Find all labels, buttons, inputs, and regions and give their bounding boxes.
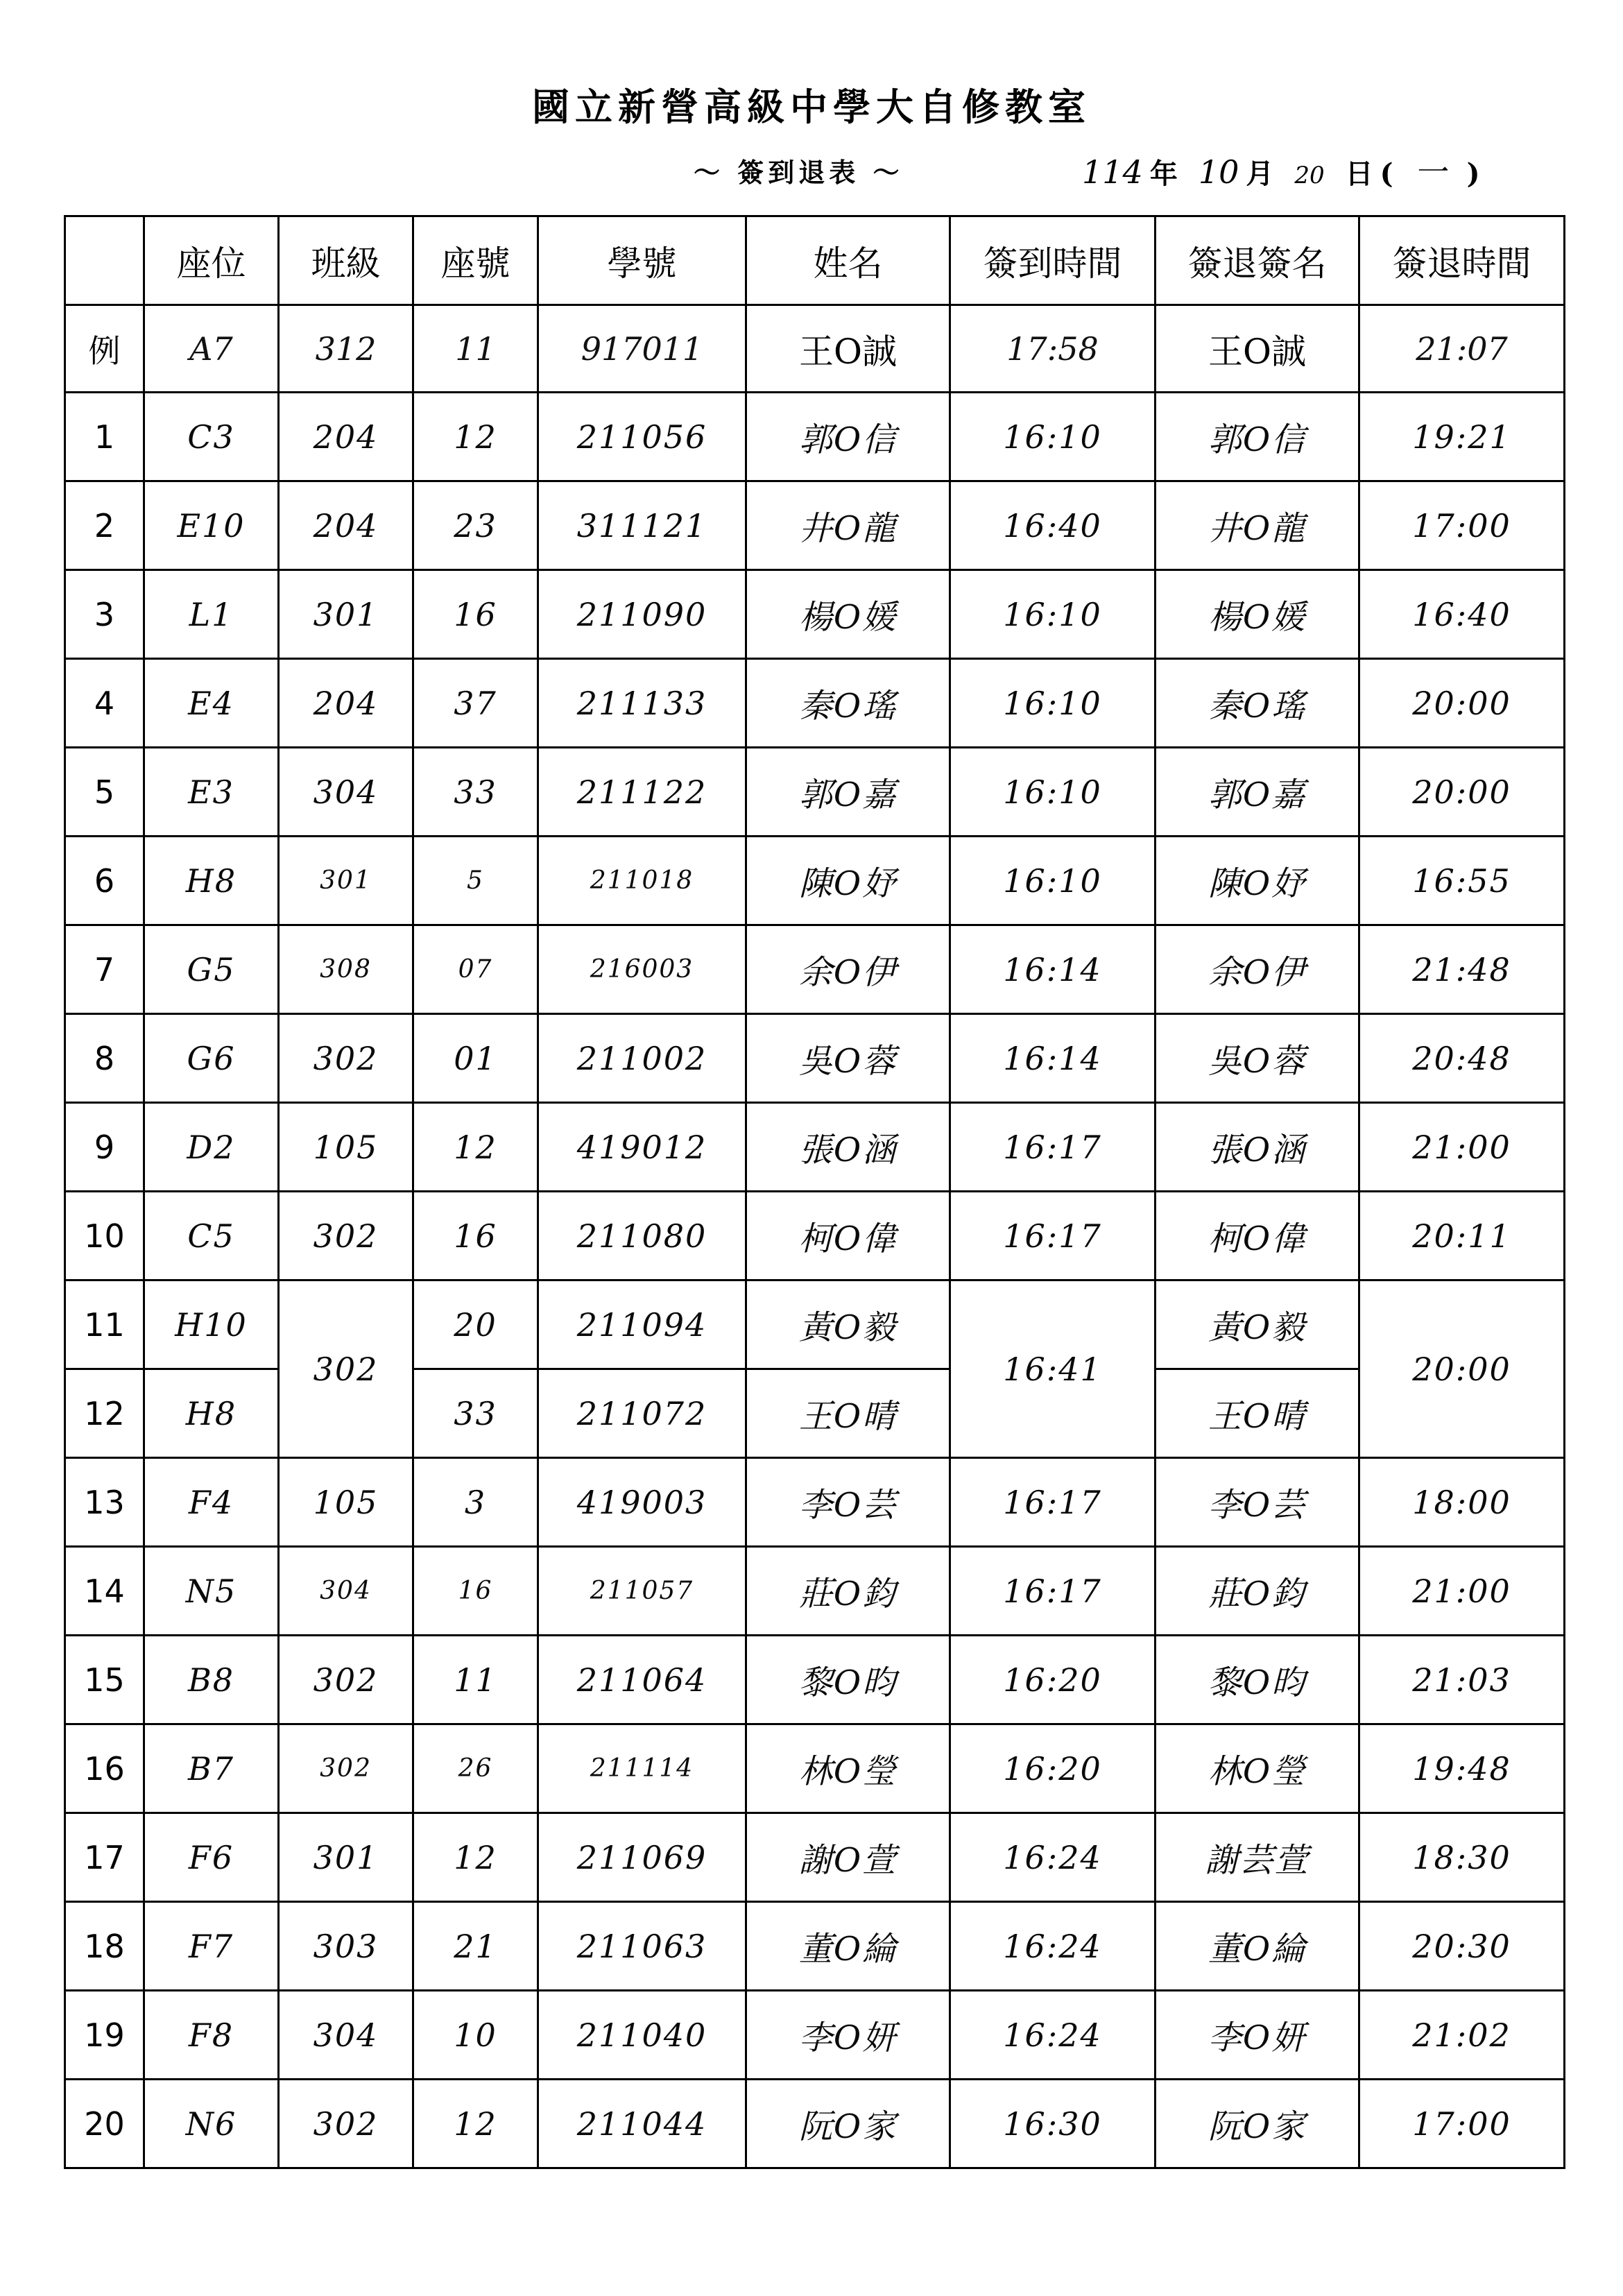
- checkout-signature-cell: 秦O瑤: [1156, 659, 1359, 748]
- class-cell: 302: [279, 1636, 413, 1724]
- example-number: 11: [413, 305, 538, 393]
- row-index: 7: [65, 925, 144, 1014]
- col-checkout-signature-header: 簽退簽名: [1156, 216, 1359, 305]
- seat-cell: B7: [144, 1724, 279, 1813]
- form-title: 國立新營高級中學大自修教室: [532, 85, 1091, 129]
- seat-number-cell: 37: [413, 659, 538, 748]
- checkin-time-cell: 16:30: [950, 2080, 1156, 2168]
- name-cell: 阮O家: [746, 2080, 950, 2168]
- table-row: [65, 1280, 1565, 1369]
- table-row: [65, 1014, 1565, 1103]
- row-index: 19: [65, 1991, 144, 2080]
- example-row: [65, 305, 1565, 393]
- table-row: [65, 748, 1565, 837]
- row-index: 13: [65, 1458, 144, 1547]
- form-date: [1082, 147, 1480, 193]
- weekday-open-paren: (: [1380, 157, 1393, 190]
- class-cell: 301: [279, 837, 413, 925]
- name-cell: 楊O媛: [746, 570, 950, 659]
- seat-cell: D2: [144, 1103, 279, 1192]
- checkout-signature-cell: 柯O偉: [1156, 1192, 1359, 1280]
- seat-number-cell: 01: [413, 1014, 538, 1103]
- date-day-label: 日: [1345, 157, 1373, 190]
- checkout-time-cell: 18:30: [1359, 1813, 1565, 1902]
- checkout-time-cell: 16:55: [1359, 837, 1565, 925]
- table-row: [65, 1192, 1565, 1280]
- student-id-cell: 211069: [538, 1813, 746, 1902]
- student-id-cell: 211064: [538, 1636, 746, 1724]
- example-checkout-time: 21:07: [1359, 305, 1565, 393]
- date-month: 10: [1198, 153, 1239, 191]
- checkout-signature-cell: 王O晴: [1156, 1369, 1359, 1458]
- checkout-signature-cell: 吳O蓉: [1156, 1014, 1359, 1103]
- checkout-time-cell: 21:03: [1359, 1636, 1565, 1724]
- student-id-cell: 211057: [538, 1547, 746, 1636]
- seat-cell: G5: [144, 925, 279, 1014]
- example-checkin-time: 17:58: [950, 305, 1156, 393]
- checkout-signature-cell: 陳O妤: [1156, 837, 1359, 925]
- class-cell: 308: [279, 925, 413, 1014]
- checkin-time-cell: 16:17: [950, 1547, 1156, 1636]
- checkout-signature-cell: 郭O嘉: [1156, 748, 1359, 837]
- checkout-time-cell: 21:00: [1359, 1547, 1565, 1636]
- name-cell: 陳O妤: [746, 837, 950, 925]
- class-cell: 304: [279, 1547, 413, 1636]
- seat-cell: C3: [144, 393, 279, 481]
- row-index: 14: [65, 1547, 144, 1636]
- name-cell: 莊O鈞: [746, 1547, 950, 1636]
- name-cell: 郭O信: [746, 393, 950, 481]
- name-cell: 李O芸: [746, 1458, 950, 1547]
- class-cell: 105: [279, 1458, 413, 1547]
- checkout-signature-cell: 莊O鈞: [1156, 1547, 1359, 1636]
- checkin-time-cell: 16:20: [950, 1636, 1156, 1724]
- checkin-time-cell: 16:10: [950, 393, 1156, 481]
- checkout-signature-cell: 李O芸: [1156, 1458, 1359, 1547]
- date-day: 20: [1294, 162, 1325, 189]
- checkout-time-cell: 20:30: [1359, 1902, 1565, 1991]
- checkin-time-cell: 16:17: [950, 1192, 1156, 1280]
- date-year-label: 年: [1149, 157, 1178, 190]
- checkout-signature-cell: 井O龍: [1156, 481, 1359, 570]
- student-id-cell: 216003: [538, 925, 746, 1014]
- class-cell: 301: [279, 1813, 413, 1902]
- checkout-signature-cell: 余O伊: [1156, 925, 1359, 1014]
- checkin-time-cell: 16:17: [950, 1458, 1156, 1547]
- col-seat-header: 座位: [144, 216, 279, 305]
- table-row: [65, 1103, 1565, 1192]
- checkout-signature-cell: 林O瑩: [1156, 1724, 1359, 1813]
- class-cell: 304: [279, 1991, 413, 2080]
- form-subtitle: ～ 簽到退表 ～: [694, 157, 904, 188]
- checkout-signature-cell: 阮O家: [1156, 2080, 1359, 2168]
- table-row: [65, 1458, 1565, 1547]
- checkin-time-cell: 16:10: [950, 659, 1156, 748]
- table-row: [65, 837, 1565, 925]
- table-row: [65, 1991, 1565, 2080]
- name-cell: 黃O毅: [746, 1280, 950, 1369]
- student-id-cell: 211002: [538, 1014, 746, 1103]
- weekday-close-paren: ): [1466, 157, 1480, 190]
- student-id-cell: 211114: [538, 1724, 746, 1813]
- seat-number-cell: 16: [413, 1192, 538, 1280]
- col-name-header: 姓名: [746, 216, 950, 305]
- class-cell: 302: [279, 1724, 413, 1813]
- name-cell: 秦O瑤: [746, 659, 950, 748]
- seat-number-cell: 07: [413, 925, 538, 1014]
- seat-cell: N6: [144, 2080, 279, 2168]
- row-index: 16: [65, 1724, 144, 1813]
- name-cell: 井O龍: [746, 481, 950, 570]
- seat-number-cell: 12: [413, 1813, 538, 1902]
- name-cell: 王O晴: [746, 1369, 950, 1458]
- class-cell: 105: [279, 1103, 413, 1192]
- checkout-time-cell: 21:48: [1359, 925, 1565, 1014]
- checkout-time-cell: 18:00: [1359, 1458, 1565, 1547]
- name-cell: 張O涵: [746, 1103, 950, 1192]
- checkout-time-cell: 20:00: [1359, 659, 1565, 748]
- student-id-cell: 211072: [538, 1369, 746, 1458]
- col-number-header: 座號: [413, 216, 538, 305]
- table-row: [65, 570, 1565, 659]
- name-cell: 黎O昀: [746, 1636, 950, 1724]
- name-cell: 余O伊: [746, 925, 950, 1014]
- student-id-cell: 211056: [538, 393, 746, 481]
- student-id-cell: 419003: [538, 1458, 746, 1547]
- seat-cell: H8: [144, 1369, 279, 1458]
- row-index: 8: [65, 1014, 144, 1103]
- seat-number-cell: 12: [413, 1103, 538, 1192]
- signin-table: [64, 215, 1565, 2169]
- seat-cell: H8: [144, 837, 279, 925]
- seat-cell: G6: [144, 1014, 279, 1103]
- row-index: 10: [65, 1192, 144, 1280]
- checkin-time-cell: 16:17: [950, 1103, 1156, 1192]
- checkin-time-cell: 16:10: [950, 570, 1156, 659]
- table-row: [65, 1547, 1565, 1636]
- student-id-cell: 311121: [538, 481, 746, 570]
- seat-cell: E3: [144, 748, 279, 837]
- header-row: [65, 216, 1565, 305]
- checkout-signature-cell: 李O妍: [1156, 1991, 1359, 2080]
- seat-number-cell: 12: [413, 393, 538, 481]
- seat-cell: H10: [144, 1280, 279, 1369]
- student-id-cell: 211044: [538, 2080, 746, 2168]
- class-cell: 302: [279, 1014, 413, 1103]
- class-cell: 204: [279, 659, 413, 748]
- table-row: [65, 1902, 1565, 1991]
- checkout-time-cell: 20:48: [1359, 1014, 1565, 1103]
- seat-cell: E4: [144, 659, 279, 748]
- checkout-time-cell: 20:00: [1359, 1280, 1565, 1458]
- seat-number-cell: 23: [413, 481, 538, 570]
- col-checkin-time-header: 簽到時間: [950, 216, 1156, 305]
- example-name: 王O誠: [746, 305, 950, 393]
- table-row: [65, 659, 1565, 748]
- student-id-cell: 211133: [538, 659, 746, 748]
- checkout-time-cell: 17:00: [1359, 2080, 1565, 2168]
- table-row: [65, 393, 1565, 481]
- table-row: [65, 481, 1565, 570]
- class-cell: 304: [279, 748, 413, 837]
- checkout-signature-cell: 黃O毅: [1156, 1280, 1359, 1369]
- checkin-time-cell: 16:14: [950, 1014, 1156, 1103]
- name-cell: 林O瑩: [746, 1724, 950, 1813]
- checkout-signature-cell: 董O綸: [1156, 1902, 1359, 1991]
- seat-number-cell: 5: [413, 837, 538, 925]
- seat-number-cell: 26: [413, 1724, 538, 1813]
- class-cell: 302: [279, 1280, 413, 1458]
- checkin-time-cell: 16:10: [950, 837, 1156, 925]
- checkout-time-cell: 20:11: [1359, 1192, 1565, 1280]
- checkout-signature-cell: 張O涵: [1156, 1103, 1359, 1192]
- row-index: 12: [65, 1369, 144, 1458]
- checkout-time-cell: 20:00: [1359, 748, 1565, 837]
- table-row: [65, 1724, 1565, 1813]
- name-cell: 柯O偉: [746, 1192, 950, 1280]
- class-cell: 204: [279, 481, 413, 570]
- row-index: 9: [65, 1103, 144, 1192]
- name-cell: 謝O萱: [746, 1813, 950, 1902]
- date-year: 114: [1082, 153, 1143, 191]
- seat-number-cell: 33: [413, 1369, 538, 1458]
- date-month-label: 月: [1246, 157, 1274, 190]
- seat-cell: N5: [144, 1547, 279, 1636]
- row-index: 3: [65, 570, 144, 659]
- entries-body: [65, 393, 1565, 2168]
- seat-number-cell: 12: [413, 2080, 538, 2168]
- checkin-time-cell: 16:40: [950, 481, 1156, 570]
- name-cell: 吳O蓉: [746, 1014, 950, 1103]
- seat-cell: F7: [144, 1902, 279, 1991]
- student-id-cell: 211063: [538, 1902, 746, 1991]
- row-index: 4: [65, 659, 144, 748]
- col-student-id-header: 學號: [538, 216, 746, 305]
- checkout-signature-cell: 郭O信: [1156, 393, 1359, 481]
- class-cell: 301: [279, 570, 413, 659]
- table-row: [65, 2080, 1565, 2168]
- checkin-time-cell: 16:41: [950, 1280, 1156, 1458]
- student-id-cell: 419012: [538, 1103, 746, 1192]
- seat-cell: F4: [144, 1458, 279, 1547]
- checkout-time-cell: 16:40: [1359, 570, 1565, 659]
- checkout-time-cell: 19:48: [1359, 1724, 1565, 1813]
- name-cell: 董O綸: [746, 1902, 950, 1991]
- class-cell: 204: [279, 393, 413, 481]
- example-label: 例: [65, 305, 144, 393]
- example-class: 312: [279, 305, 413, 393]
- row-index: 2: [65, 481, 144, 570]
- checkout-time-cell: 19:21: [1359, 393, 1565, 481]
- seat-number-cell: 21: [413, 1902, 538, 1991]
- seat-number-cell: 16: [413, 570, 538, 659]
- name-cell: 李O妍: [746, 1991, 950, 2080]
- student-id-cell: 211040: [538, 1991, 746, 2080]
- example-student-id: 917011: [538, 305, 746, 393]
- student-id-cell: 211090: [538, 570, 746, 659]
- class-cell: 303: [279, 1902, 413, 1991]
- student-id-cell: 211080: [538, 1192, 746, 1280]
- seat-cell: B8: [144, 1636, 279, 1724]
- seat-number-cell: 11: [413, 1636, 538, 1724]
- seat-number-cell: 20: [413, 1280, 538, 1369]
- checkout-signature-cell: 楊O媛: [1156, 570, 1359, 659]
- seat-number-cell: 33: [413, 748, 538, 837]
- table-row: [65, 925, 1565, 1014]
- col-class-header: 班級: [279, 216, 413, 305]
- checkin-time-cell: 16:24: [950, 1813, 1156, 1902]
- seat-number-cell: 3: [413, 1458, 538, 1547]
- checkout-signature-cell: 黎O昀: [1156, 1636, 1359, 1724]
- checkout-time-cell: 21:02: [1359, 1991, 1565, 2080]
- col-checkout-time-header: 簽退時間: [1359, 216, 1565, 305]
- col-index-header: [65, 216, 144, 305]
- seat-cell: F8: [144, 1991, 279, 2080]
- checkin-time-cell: 16:24: [950, 1902, 1156, 1991]
- checkout-time-cell: 17:00: [1359, 481, 1565, 570]
- seat-number-cell: 16: [413, 1547, 538, 1636]
- student-id-cell: 211094: [538, 1280, 746, 1369]
- seat-cell: F6: [144, 1813, 279, 1902]
- checkin-time-cell: 16:20: [950, 1724, 1156, 1813]
- row-index: 18: [65, 1902, 144, 1991]
- row-index: 15: [65, 1636, 144, 1724]
- student-id-cell: 211122: [538, 748, 746, 837]
- class-cell: 302: [279, 2080, 413, 2168]
- row-index: 5: [65, 748, 144, 837]
- name-cell: 郭O嘉: [746, 748, 950, 837]
- seat-cell: L1: [144, 570, 279, 659]
- checkin-time-cell: 16:10: [950, 748, 1156, 837]
- row-index: 6: [65, 837, 144, 925]
- row-index: 20: [65, 2080, 144, 2168]
- row-index: 11: [65, 1280, 144, 1369]
- seat-cell: E10: [144, 481, 279, 570]
- class-cell: 302: [279, 1192, 413, 1280]
- seat-cell: C5: [144, 1192, 279, 1280]
- table-row: [65, 1636, 1565, 1724]
- example-seat: A7: [144, 305, 279, 393]
- checkin-time-cell: 16:14: [950, 925, 1156, 1014]
- table-row: [65, 1813, 1565, 1902]
- checkout-time-cell: 21:00: [1359, 1103, 1565, 1192]
- seat-number-cell: 10: [413, 1991, 538, 2080]
- row-index: 17: [65, 1813, 144, 1902]
- example-checkout-signature: 王O誠: [1156, 305, 1359, 393]
- date-weekday: 一: [1414, 153, 1446, 191]
- checkout-signature-cell: 謝芸萱: [1156, 1813, 1359, 1902]
- checkin-time-cell: 16:24: [950, 1991, 1156, 2080]
- student-id-cell: 211018: [538, 837, 746, 925]
- row-index: 1: [65, 393, 144, 481]
